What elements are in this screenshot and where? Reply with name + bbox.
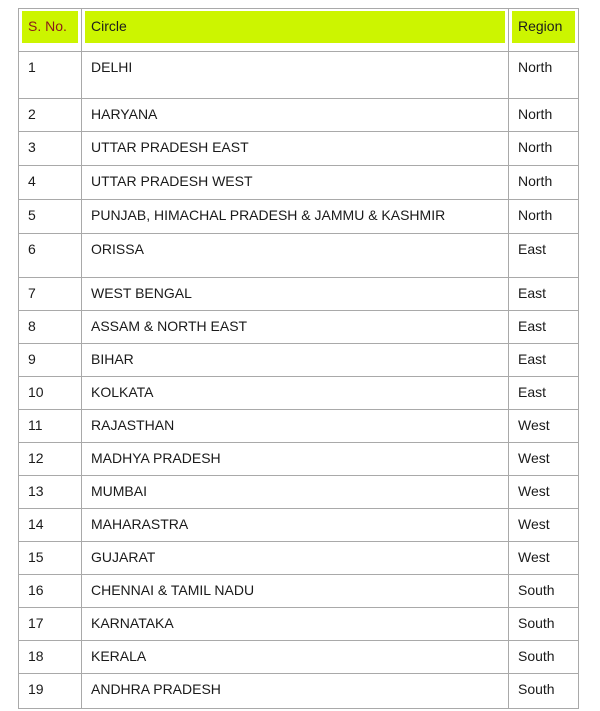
cell-serial-number: 1 <box>19 52 82 99</box>
table-row <box>19 99 579 132</box>
cell-serial-number: 12 <box>19 443 82 476</box>
cell-serial-number: 16 <box>19 575 82 608</box>
table-row <box>19 674 579 709</box>
header-label-region: Region <box>512 11 575 43</box>
cell-region-name: West <box>509 443 579 476</box>
cell-region-name: West <box>509 476 579 509</box>
cell-serial-number: 19 <box>19 674 82 709</box>
cell-circle-name: MADHYA PRADESH <box>82 443 509 476</box>
cell-region-name: North <box>509 200 579 234</box>
cell-region-name: North <box>509 166 579 200</box>
cell-circle-name: KERALA <box>82 641 509 674</box>
cell-circle-name: ORISSA <box>82 234 509 278</box>
cell-region-name: West <box>509 410 579 443</box>
cell-serial-number: 9 <box>19 344 82 377</box>
cell-region-name: North <box>509 132 579 166</box>
cell-serial-number: 14 <box>19 509 82 542</box>
cell-serial-number: 13 <box>19 476 82 509</box>
header-label-circle: Circle <box>85 11 505 43</box>
cell-serial-number: 15 <box>19 542 82 575</box>
cell-circle-name: WEST BENGAL <box>82 278 509 311</box>
cell-serial-number: 7 <box>19 278 82 311</box>
cell-circle-name: RAJASTHAN <box>82 410 509 443</box>
table-row <box>19 132 579 166</box>
header-cell-circle <box>82 9 509 52</box>
table-row <box>19 166 579 200</box>
table-row <box>19 278 579 311</box>
cell-region-name: East <box>509 311 579 344</box>
cell-circle-name: MUMBAI <box>82 476 509 509</box>
table-row <box>19 608 579 641</box>
cell-region-name: South <box>509 641 579 674</box>
cell-serial-number: 6 <box>19 234 82 278</box>
cell-region-name: South <box>509 608 579 641</box>
cell-region-name: West <box>509 509 579 542</box>
cell-circle-name: DELHI <box>82 52 509 99</box>
cell-circle-name: KOLKATA <box>82 377 509 410</box>
cell-circle-name: HARYANA <box>82 99 509 132</box>
table-row <box>19 200 579 234</box>
table-header <box>19 9 579 52</box>
cell-region-name: North <box>509 99 579 132</box>
header-cell-sno <box>19 9 82 52</box>
table-row <box>19 377 579 410</box>
table-row <box>19 443 579 476</box>
cell-region-name: East <box>509 278 579 311</box>
table-row <box>19 311 579 344</box>
cell-region-name: East <box>509 344 579 377</box>
cell-circle-name: BIHAR <box>82 344 509 377</box>
cell-circle-name: PUNJAB, HIMACHAL PRADESH & JAMMU & KASHMIR <box>82 200 509 234</box>
cell-circle-name: MAHARASTRA <box>82 509 509 542</box>
header-row <box>19 9 579 52</box>
cell-serial-number: 8 <box>19 311 82 344</box>
cell-region-name: West <box>509 542 579 575</box>
cell-circle-name: UTTAR PRADESH WEST <box>82 166 509 200</box>
cell-region-name: South <box>509 575 579 608</box>
cell-region-name: East <box>509 234 579 278</box>
cell-circle-name: KARNATAKA <box>82 608 509 641</box>
table-row <box>19 542 579 575</box>
cell-serial-number: 5 <box>19 200 82 234</box>
cell-circle-name: CHENNAI & TAMIL NADU <box>82 575 509 608</box>
circles-table <box>18 8 579 709</box>
cell-serial-number: 10 <box>19 377 82 410</box>
header-label-sno: S. No. <box>22 11 78 43</box>
table-row <box>19 575 579 608</box>
table-body <box>19 52 579 709</box>
cell-region-name: East <box>509 377 579 410</box>
cell-circle-name: ANDHRA PRADESH <box>82 674 509 709</box>
table-row <box>19 234 579 278</box>
table-row <box>19 641 579 674</box>
cell-serial-number: 11 <box>19 410 82 443</box>
table-row <box>19 344 579 377</box>
table-row <box>19 509 579 542</box>
cell-serial-number: 4 <box>19 166 82 200</box>
cell-serial-number: 2 <box>19 99 82 132</box>
cell-circle-name: GUJARAT <box>82 542 509 575</box>
table-row <box>19 476 579 509</box>
cell-circle-name: UTTAR PRADESH EAST <box>82 132 509 166</box>
cell-serial-number: 18 <box>19 641 82 674</box>
cell-region-name: South <box>509 674 579 709</box>
table-row <box>19 410 579 443</box>
header-cell-region <box>509 9 579 52</box>
table-row <box>19 52 579 99</box>
cell-circle-name: ASSAM & NORTH EAST <box>82 311 509 344</box>
cell-region-name: North <box>509 52 579 99</box>
cell-serial-number: 3 <box>19 132 82 166</box>
cell-serial-number: 17 <box>19 608 82 641</box>
